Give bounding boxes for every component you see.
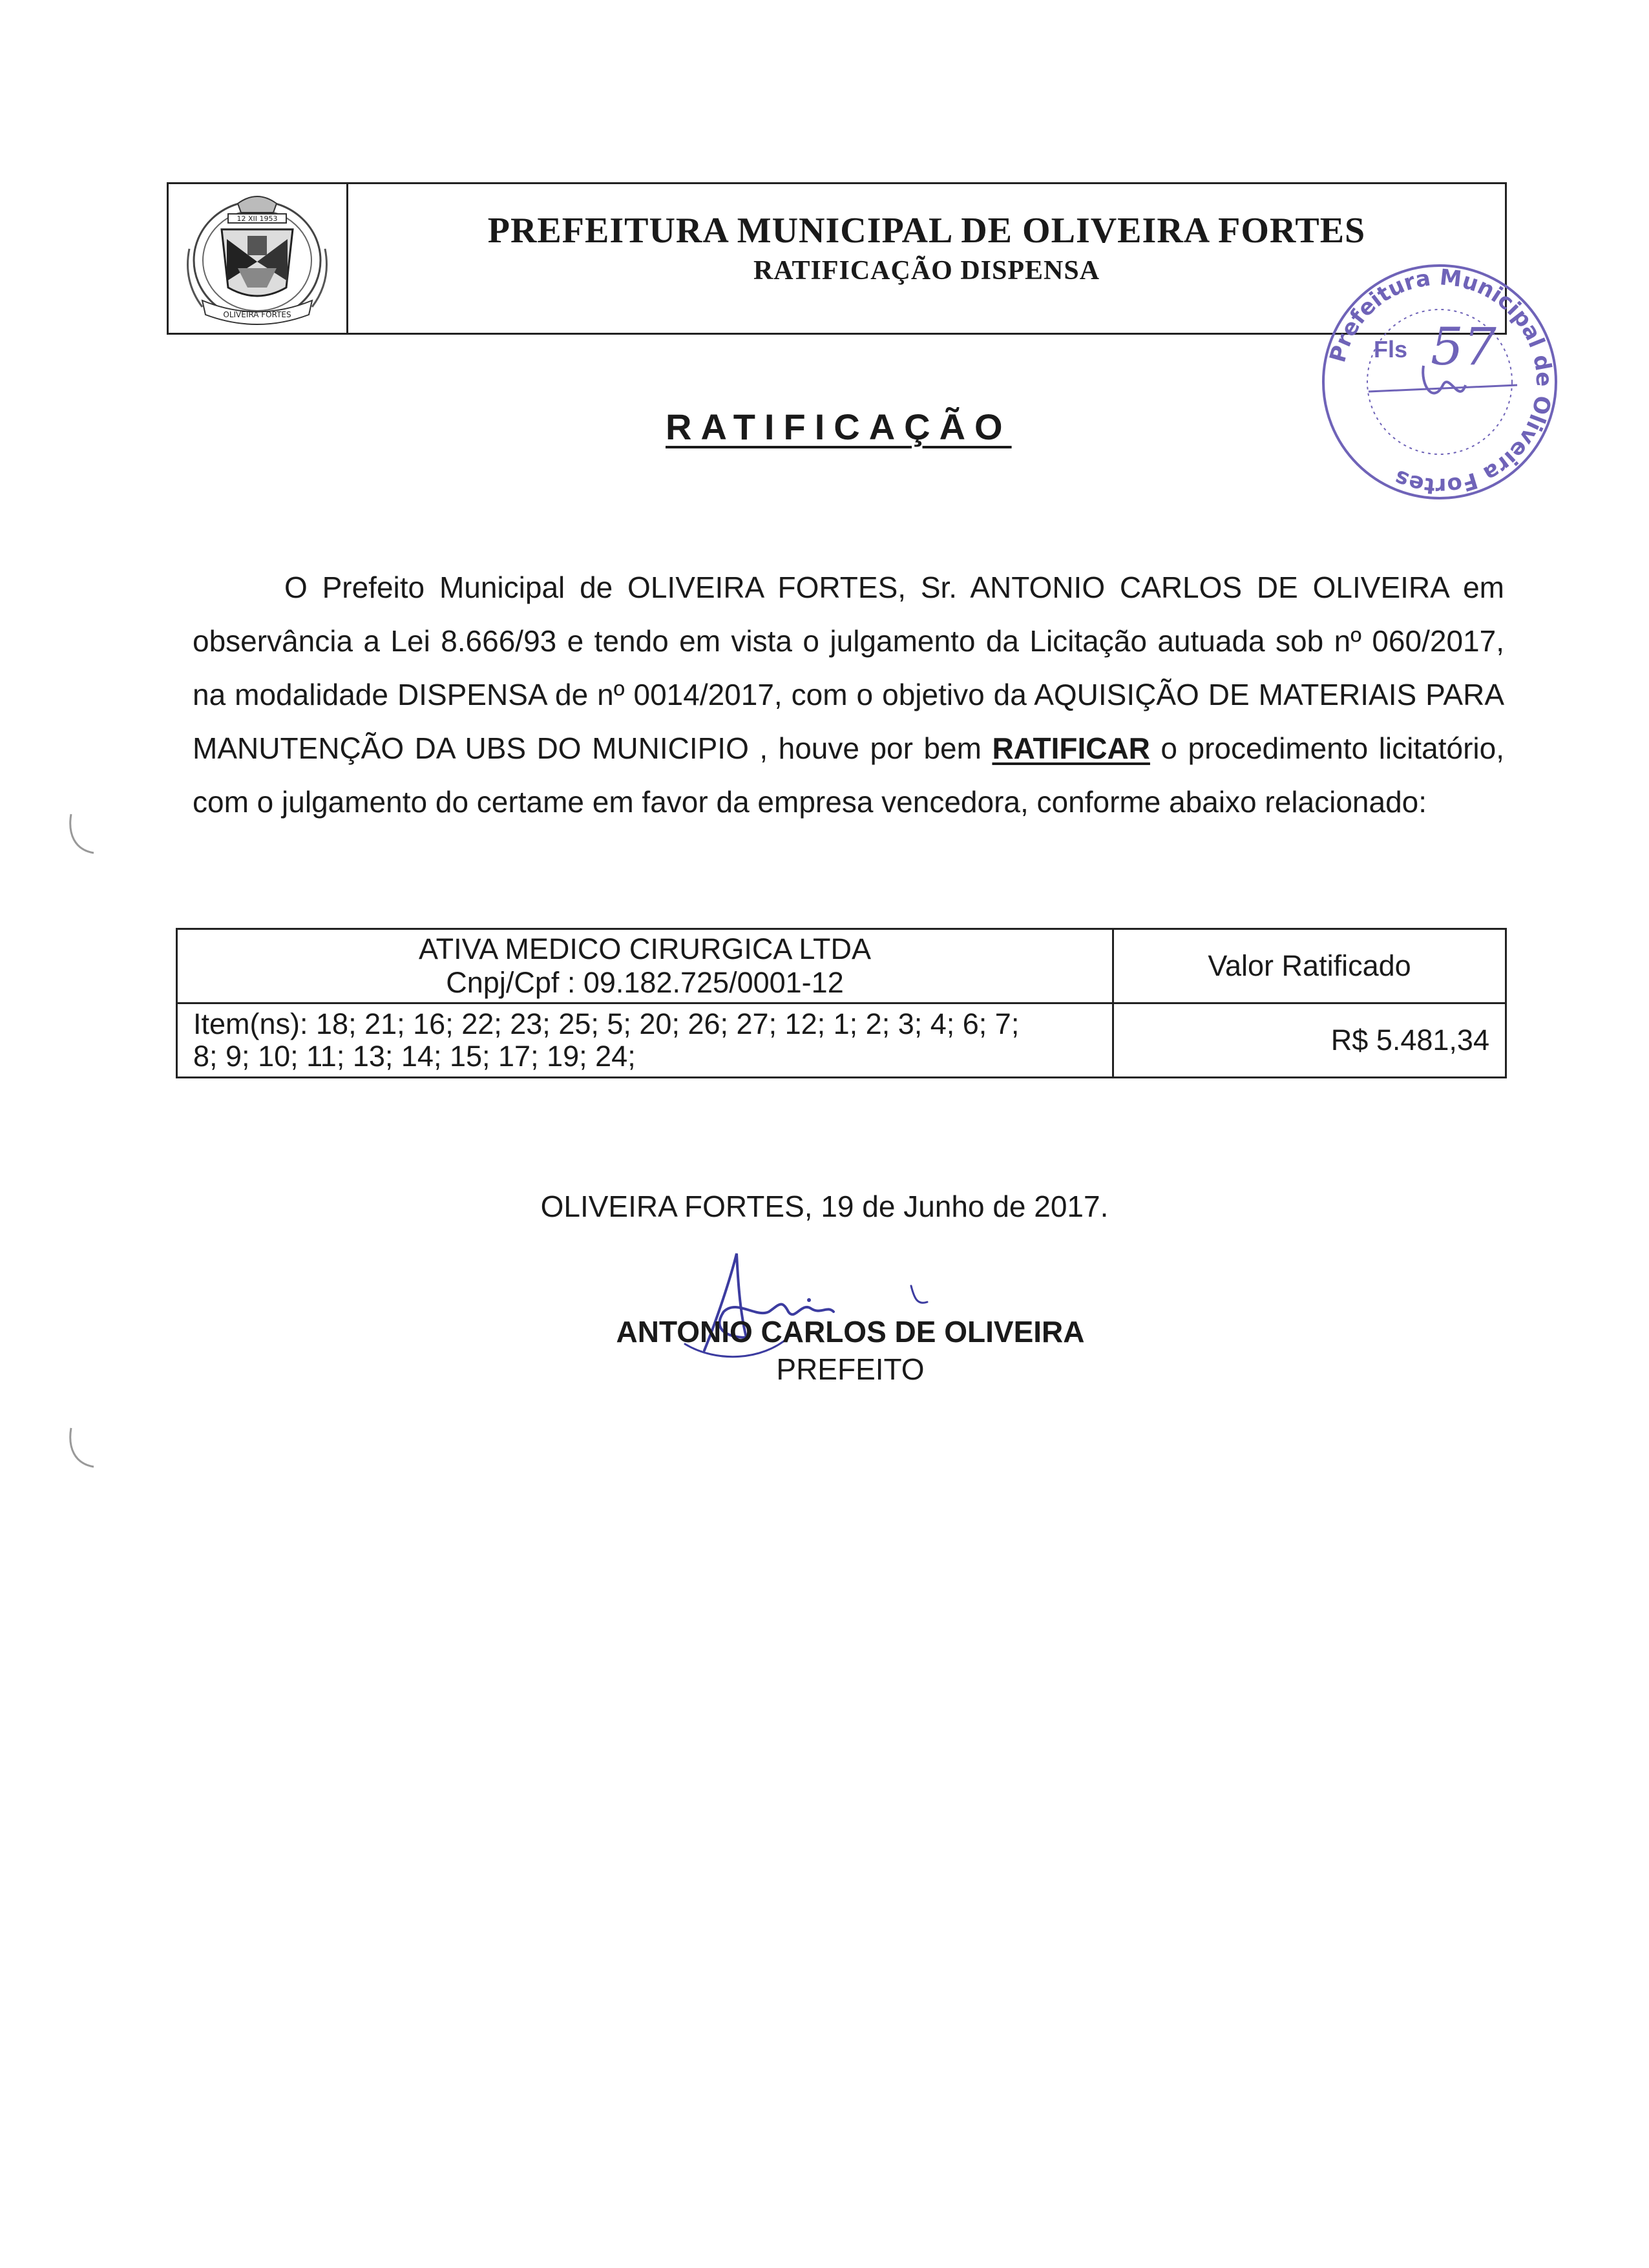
company-name: ATIVA MEDICO CIRURGICA LTDA [418, 932, 872, 965]
document-heading: RATIFICAÇÃO [666, 406, 1012, 447]
body-text-part2: o procedimento licitatório, com o julgamento do certame em favor da empresa vencedora, conforme abaixo relacionado: [193, 731, 1504, 819]
items-cell [177, 1003, 1113, 1078]
body-text-part1: O Prefeito Municipal de OLIVEIRA FORTES, Sr. ANTONIO CARLOS DE OLIVEIRA em observância a Lei 8.666/93 e tendo em vista o julgamento da Licitação autuada sob nº 060/2017, na modalidade DISPENSA de nº 0014/2017, com o objetivo da AQUISIÇÃO DE MATERIAIS PARA MANUTENÇÃO DA UBS DO MUNICIPIO , houve por bem [193, 571, 1504, 765]
body-paragraph [193, 561, 1504, 829]
page-title: PREFEITURA MUNICIPAL DE OLIVEIRA FORTES [487, 211, 1366, 251]
signer-role: PREFEITO [776, 1352, 925, 1386]
signer-name: ANTONIO CARLOS DE OLIVEIRA [616, 1315, 1085, 1349]
company-cell [177, 929, 1113, 1003]
table-row [177, 1003, 1506, 1078]
company-cnpj: Cnpj/Cpf : 09.182.725/0001-12 [446, 966, 844, 999]
items-line-1: Item(ns): 18; 21; 16; 22; 23; 25; 5; 20; 26; 27; 12; 1; 2; 3; 4; 6; 7; [193, 1007, 1020, 1040]
svg-text:12 XII 1953: 12 XII 1953 [236, 215, 278, 223]
stamp-page-number: 57 [1431, 317, 1497, 377]
items-line-2: 8; 9; 10; 11; 13; 14; 15; 17; 19; 24; [193, 1040, 636, 1073]
svg-text:Prefeitura Municipal de Olivei: Prefeitura Municipal de Oliveira Fortes [1325, 264, 1557, 499]
ratificar-emphasis: RATIFICAR [992, 731, 1150, 765]
protocol-stamp-icon [1310, 256, 1569, 508]
page-subtitle: RATIFICAÇÃO DISPENSA [753, 256, 1100, 286]
svg-text:OLIVEIRA FORTES: OLIVEIRA FORTES [223, 310, 291, 319]
table-row [177, 929, 1506, 1003]
stamp-fls-label: Fls [1374, 336, 1408, 362]
letterhead-box [167, 182, 1507, 335]
value-header: Valor Ratificado [1113, 929, 1506, 1003]
municipal-crest-icon [176, 191, 338, 329]
handwritten-signature-icon [666, 1241, 937, 1370]
ratified-amount: R$ 5.481,34 [1113, 1003, 1506, 1078]
scan-mark-icon [52, 1422, 110, 1480]
date-line: OLIVEIRA FORTES, 19 de Junho de 2017. [540, 1190, 1109, 1223]
scan-mark-icon [52, 808, 110, 866]
ratification-table [176, 928, 1507, 1078]
crest-cell [169, 184, 348, 333]
